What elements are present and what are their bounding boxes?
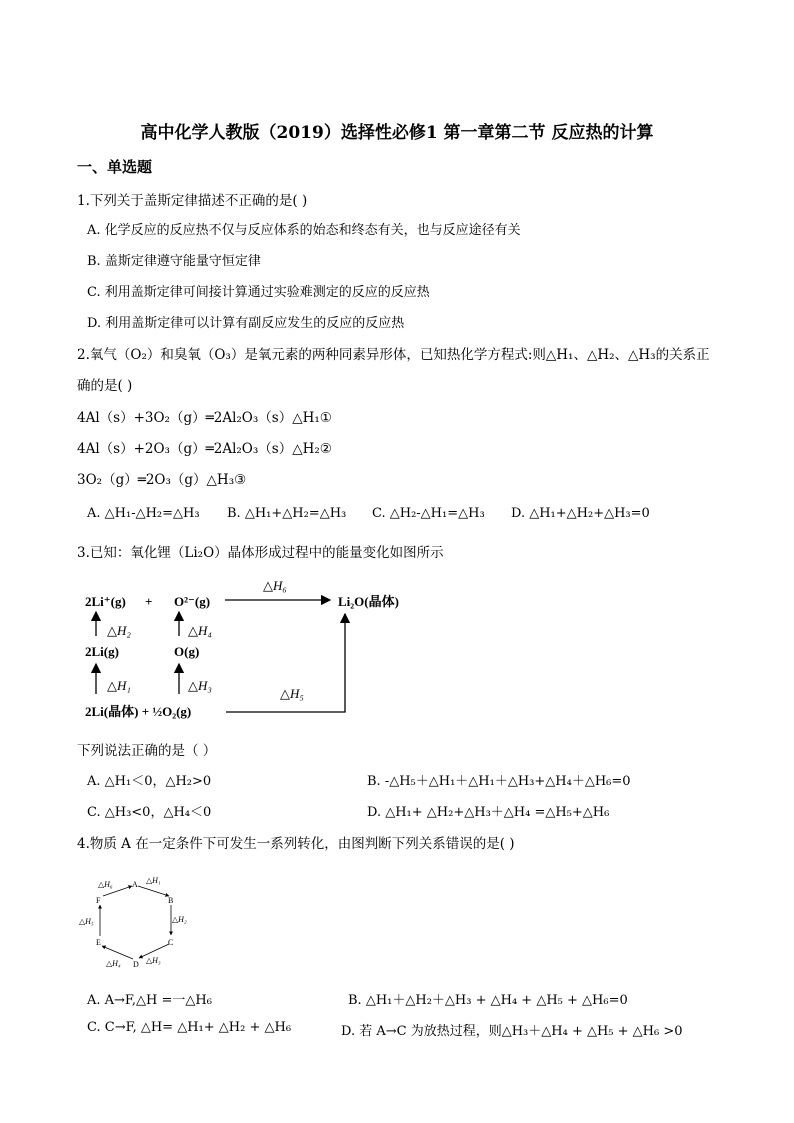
q4-option-b: B. △H₁＋△H₂＋△H₃ + △H₄ + △H₅ + △H₆=0	[348, 993, 628, 1008]
q2-equation-2: 4Al（s）+2O₃（g）═2Al₂O₃（s）△H₂②	[77, 441, 332, 457]
node-e: E	[96, 938, 101, 947]
q3-option-a: A. △H₁＜0，△H₂>0	[87, 774, 212, 789]
q2-option-a: A. △H₁-△H₂=△H₃	[87, 506, 200, 521]
dh5-label: △H₅	[280, 686, 304, 701]
q2-option-d: D. △H₁+△H₂+△H₃=0	[511, 506, 650, 521]
dh3-label: △H₃	[188, 678, 212, 693]
q2-equation-3: 3O₂（g）═2O₃（g）△H₃③	[77, 472, 247, 488]
node-d: D	[133, 960, 139, 969]
q2-stem-line2: 确的是( )	[77, 378, 133, 394]
q3-option-d: D. △H₁+ △H₂+△H₃＋△H₄ =△H₅+△H₆	[367, 805, 610, 820]
q1-option-a: A. 化学反应的反应热不仅与反应体系的始态和终态有关，也与反应途径有关	[87, 223, 521, 238]
li-ion-label: 2Li⁺(g)	[85, 594, 126, 609]
q3-option-c: C. △H₃<0，△H₄＜0	[87, 805, 212, 820]
q1-option-b: B. 盖斯定律遵守能量守恒定律	[87, 254, 261, 269]
q2-stem-line1: 2.氧气（O₂）和臭氧（O₃）是氧元素的两种同素异形体，已知热化学方程式:则△H₁、△H₂、△H₃的关系正	[77, 347, 710, 363]
edge-de	[102, 946, 133, 959]
plus-sign: +	[145, 594, 153, 609]
hex-dh2-label: △H₂	[172, 915, 187, 924]
q3-option-b: B. -△H₅＋△H₁＋△H₁＋△H₃+△H₄＋△H₆=0	[367, 774, 631, 789]
q4-stem: 4.物质 A 在一定条件下可发生一系列转化，由图判断下列关系错误的是( )	[77, 836, 515, 852]
q1-option-d: D. 利用盖斯定律可以计算有副反应发生的反应的反应热	[87, 316, 405, 331]
li-gas-label: 2Li(g)	[85, 644, 119, 659]
q4-option-c: C. C→F, △H= △H₁+ △H₂ + △H₆	[87, 1020, 292, 1035]
o-gas-label: O(g)	[174, 644, 200, 659]
dh6-label: △H₆	[263, 578, 287, 593]
hexagon-cycle-diagram	[78, 872, 198, 972]
hex-dh5-label: △H₅	[79, 917, 94, 926]
o-ion-label: O²⁻(g)	[174, 594, 211, 609]
q4-option-d: D. 若 A→C 为放热过程，则△H₃＋△H₄ + △H₅ + △H₆ >0	[341, 1024, 683, 1039]
hex-dh4-label: △H₄	[106, 959, 121, 968]
node-b: B	[168, 896, 174, 905]
dh1-label: △H₁	[107, 678, 131, 693]
page-title: 高中化学人教版（2019）选择性必修1 第一章第二节 反应热的计算	[140, 123, 654, 143]
q1-option-c: C. 利用盖斯定律可间接计算通过实验难测定的反应的反应热	[87, 285, 430, 300]
node-f: F	[96, 896, 101, 905]
q3-prompt: 下列说法正确的是（ ）	[77, 743, 217, 759]
energy-cycle-diagram	[80, 568, 420, 728]
hex-dh6-label: △H₆	[98, 880, 113, 889]
node-c: C	[168, 938, 174, 947]
q4-option-a: A. A→F,△H =一△H₆	[87, 993, 212, 1008]
hex-dh1-label: △H₁	[146, 876, 161, 885]
node-a: A	[132, 880, 138, 889]
q2-option-b: B. △H₁+△H₂=△H₃	[227, 506, 347, 521]
section-heading: 一、单选题	[77, 158, 153, 176]
edge-ab	[138, 886, 169, 896]
dh4-label: △H₄	[188, 623, 212, 638]
hex-dh3-label: △H₃	[146, 956, 161, 965]
dh2-label: △H₂	[107, 623, 131, 638]
q3-stem: 3.已知：氧化锂（Li₂O）晶体形成过程中的能量变化如图所示	[77, 545, 444, 561]
product-label: Li₂O(晶体)	[338, 594, 399, 609]
q2-option-c: C. △H₂-△H₁=△H₃	[372, 506, 485, 521]
reactants-label: 2Li(晶体) + ½O₂(g)	[85, 704, 192, 719]
q2-equation-1: 4Al（s）+3O₂（g）═2Al₂O₃（s）△H₁①	[77, 410, 332, 426]
q1-stem: 1.下列关于盖斯定律描述不正确的是( )	[77, 193, 308, 209]
